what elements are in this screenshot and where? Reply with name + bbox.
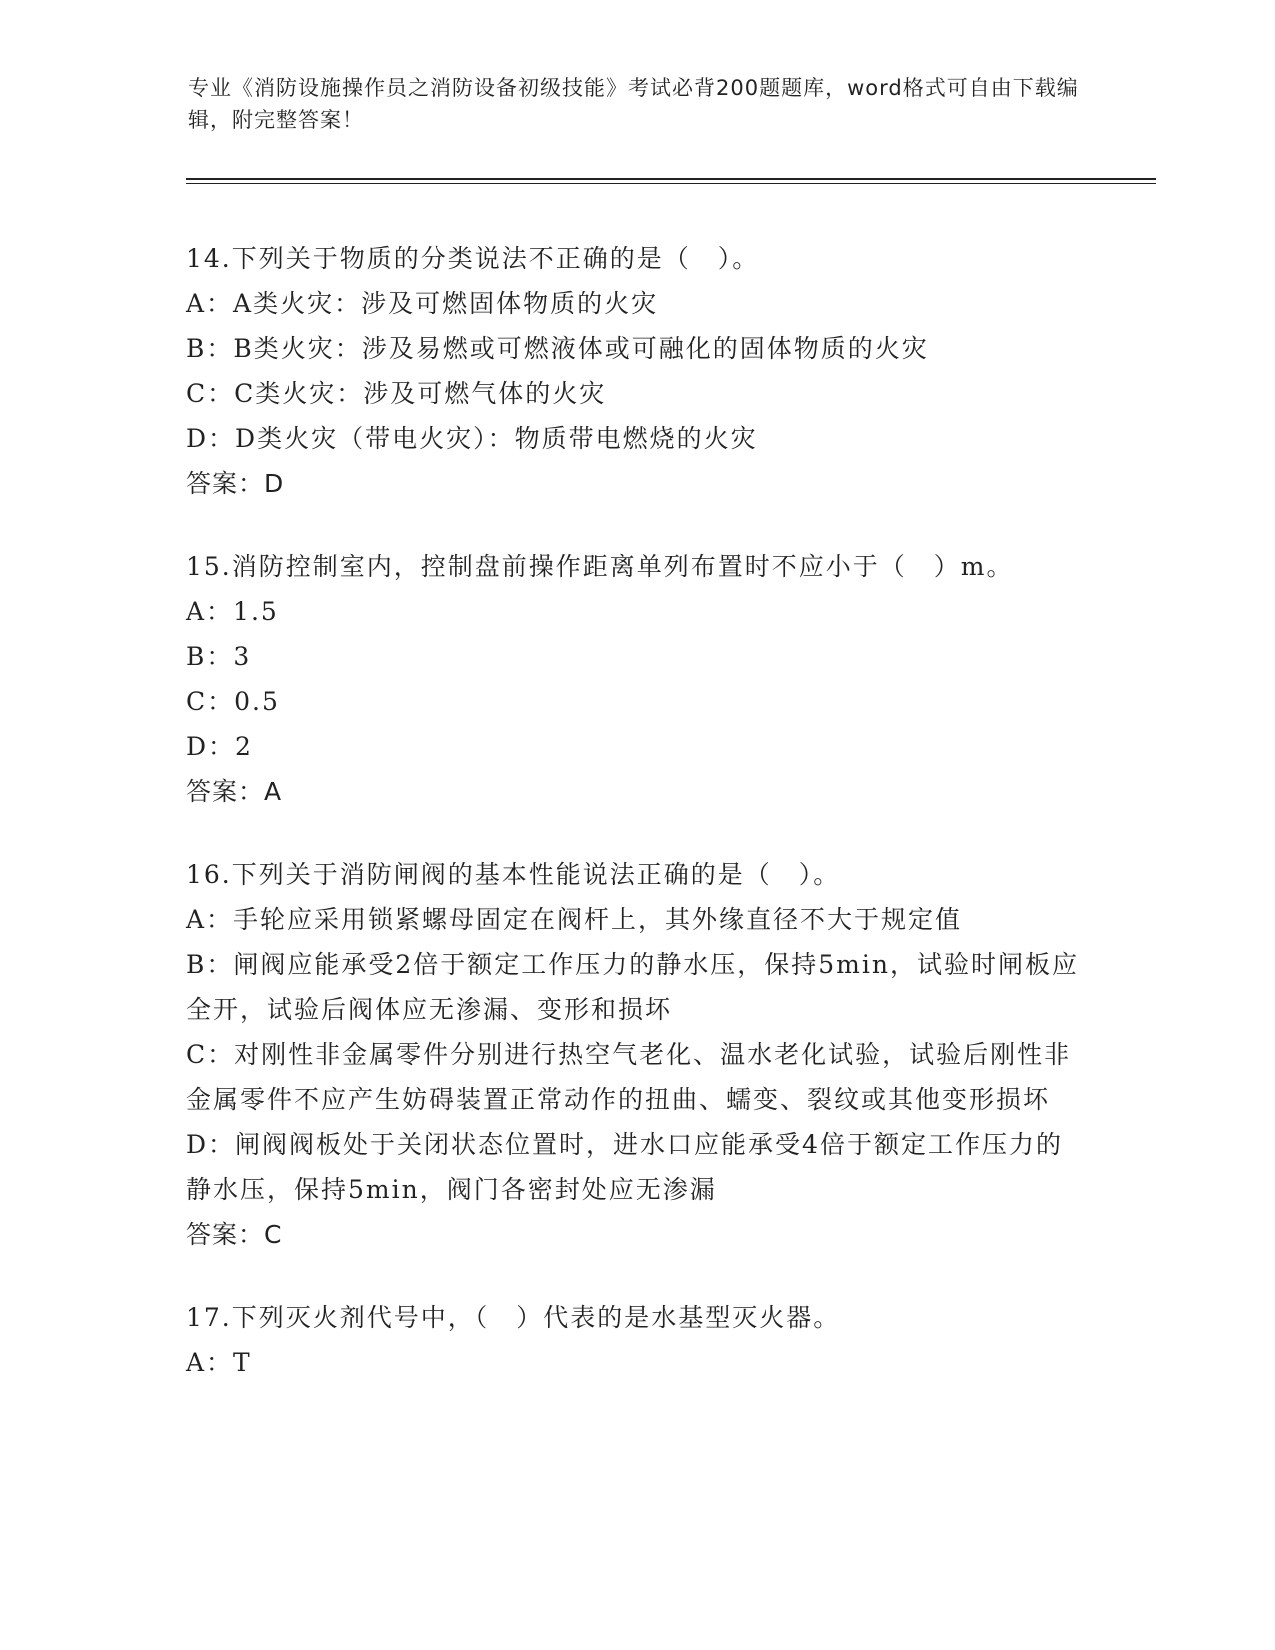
option-b: B：闸阀应能承受2倍于额定工作压力的静水压，保持5min，试验时闸板应全开，试验后阀体应无渗漏、变形和损坏 [186,950,1079,1024]
question-stem: 14.下列关于物质的分类说法不正确的是（ ）。 [186,244,760,273]
header-rule-thick [186,178,1156,180]
answer: 答案：D [186,469,285,498]
question-15 [186,544,1086,814]
question-17 [186,1295,1086,1385]
question-14 [186,236,1086,506]
header-rule-thin [186,183,1156,184]
option-c: C：C类火灾：涉及可燃气体的火灾 [186,379,607,408]
question-16 [186,852,1086,1257]
option-d: D：D类火灾（带电火灾）：物质带电燃烧的火灾 [186,424,758,453]
answer: 答案：A [186,777,283,806]
option-a: A：T [186,1348,252,1377]
question-stem: 15.消防控制室内，控制盘前操作距离单列布置时不应小于（ ）m。 [186,552,1014,581]
option-a: A：A类火灾：涉及可燃固体物质的火灾 [186,289,659,318]
option-a: A：手轮应采用锁紧螺母固定在阀杆上，其外缘直径不大于规定值 [186,905,963,934]
document-header: 专业《消防设施操作员之消防设备初级技能》考试必背200题题库，word格式可自由下载编辑，附完整答案！ [188,76,1079,132]
option-b: B：B类火灾：涉及易燃或可燃液体或可融化的固体物质的火灾 [186,334,929,363]
question-stem: 17.下列灭火剂代号中，（ ）代表的是水基型灭火器。 [186,1303,841,1332]
option-c: C：对刚性非金属零件分别进行热空气老化、温水老化试验，试验后刚性非金属零件不应产生妨碍装置正常动作的扭曲、蠕变、裂纹或其他变形损坏 [186,1040,1072,1114]
question-list [186,236,1086,1423]
option-b: B：3 [186,642,252,671]
option-a: A：1.5 [186,597,279,626]
option-c: C：0.5 [186,687,280,716]
answer: 答案：C [186,1220,283,1249]
option-d: D：2 [186,732,253,761]
option-d: D：闸阀阀板处于关闭状态位置时，进水口应能承受4倍于额定工作压力的静水压，保持5min，阀门各密封处应无渗漏 [186,1130,1063,1204]
question-stem: 16.下列关于消防闸阀的基本性能说法正确的是（ ）。 [186,860,841,889]
